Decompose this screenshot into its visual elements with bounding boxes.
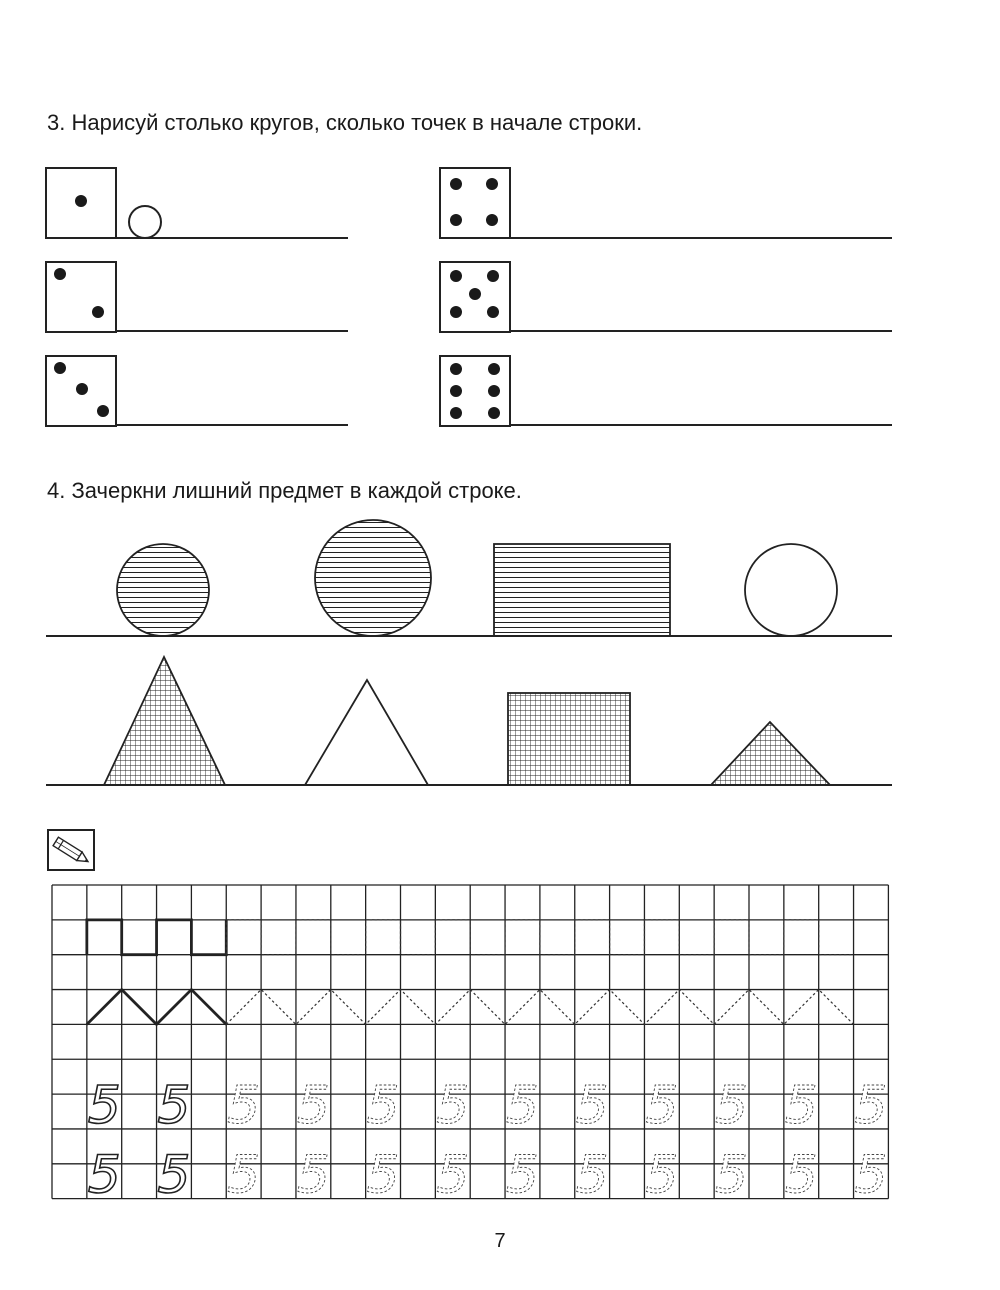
dice-dot — [54, 362, 66, 374]
checkered-rectangle[interactable] — [508, 693, 630, 785]
digit-5-sample: 5 — [87, 1145, 121, 1206]
digit-5-trace: 5 — [296, 1075, 330, 1136]
dice-dot — [76, 383, 88, 395]
dice-dot — [450, 178, 462, 190]
digit-5-trace: 5 — [645, 1075, 679, 1136]
digit-5-sample: 5 — [157, 1075, 191, 1136]
dice-dot — [488, 407, 500, 419]
dice-dot — [92, 306, 104, 318]
dice-dot — [488, 385, 500, 397]
dice-dot — [487, 306, 499, 318]
dice-dot — [450, 306, 462, 318]
task-3-text: Нарисуй столько кругов, сколько точек в начале строки. — [71, 110, 643, 135]
digit-5-trace: 5 — [575, 1075, 609, 1136]
digit-5-trace: 5 — [575, 1145, 609, 1206]
digit-5-sample: 5 — [157, 1145, 191, 1206]
dice-row-1 — [46, 168, 348, 238]
digit-5-trace: 5 — [227, 1075, 261, 1136]
digit-5-trace: 5 — [227, 1145, 261, 1206]
dice-dot — [450, 270, 462, 282]
sample-circle — [129, 206, 161, 238]
digit-5-sample: 5 — [87, 1075, 121, 1136]
dice-box-4 — [440, 168, 510, 238]
digit-5-trace: 5 — [854, 1145, 888, 1206]
dice-dot — [450, 407, 462, 419]
shapes-row-2 — [46, 657, 892, 785]
dice-row-2 — [46, 262, 348, 332]
task-3-number: 3. — [47, 110, 66, 135]
dice-dot — [97, 405, 109, 417]
striped-rectangle[interactable] — [494, 544, 670, 636]
digit-5-trace: 5 — [505, 1075, 540, 1136]
digit-5-trace: 5 — [715, 1145, 749, 1206]
striped-circle-small[interactable] — [117, 544, 209, 636]
dice-dot — [450, 363, 462, 375]
digit-5-trace: 5 — [784, 1075, 818, 1136]
dice-dot — [75, 195, 87, 207]
dice-dot — [54, 268, 66, 280]
dice-row-6 — [440, 356, 892, 426]
dice-dot — [486, 214, 498, 226]
dice-dot — [469, 288, 481, 300]
dice-dot — [450, 385, 462, 397]
dice-dot — [487, 270, 499, 282]
copybook-patterns — [87, 920, 888, 1206]
square-wave-sample — [87, 920, 226, 955]
digit-5-trace: 5 — [366, 1145, 400, 1206]
page-number: 7 — [494, 1230, 506, 1252]
plain-triangle[interactable] — [305, 680, 428, 785]
task-4-exercise — [46, 520, 892, 785]
pencil-icon — [48, 830, 94, 870]
digit-5-trace: 5 — [715, 1075, 749, 1136]
dice-row-5 — [440, 262, 892, 332]
dice-dot — [450, 214, 462, 226]
task-3-exercise — [46, 168, 892, 426]
digit-5-trace: 5 — [505, 1145, 540, 1206]
dice-dot — [488, 363, 500, 375]
striped-circle-large[interactable] — [315, 520, 431, 636]
digit-5-trace: 5 — [366, 1075, 400, 1136]
digit-5-trace: 5 — [645, 1145, 679, 1206]
dice-row-4 — [440, 168, 892, 238]
digit-5-trace: 5 — [436, 1145, 470, 1206]
digit-5-trace: 5 — [784, 1145, 818, 1206]
dice-row-3 — [46, 356, 348, 426]
digit-5-trace: 5 — [436, 1075, 470, 1136]
shapes-row-1 — [46, 520, 892, 636]
task-4-text: Зачеркни лишний предмет в каждой строке. — [71, 478, 522, 503]
checkered-triangle-large[interactable] — [104, 657, 225, 785]
plain-circle[interactable] — [745, 544, 837, 636]
task-4-number: 4. — [47, 478, 66, 503]
checkered-triangle-small[interactable] — [711, 722, 830, 785]
digit-5-trace: 5 — [854, 1075, 888, 1136]
digit-5-trace: 5 — [296, 1145, 330, 1206]
dice-dot — [486, 178, 498, 190]
